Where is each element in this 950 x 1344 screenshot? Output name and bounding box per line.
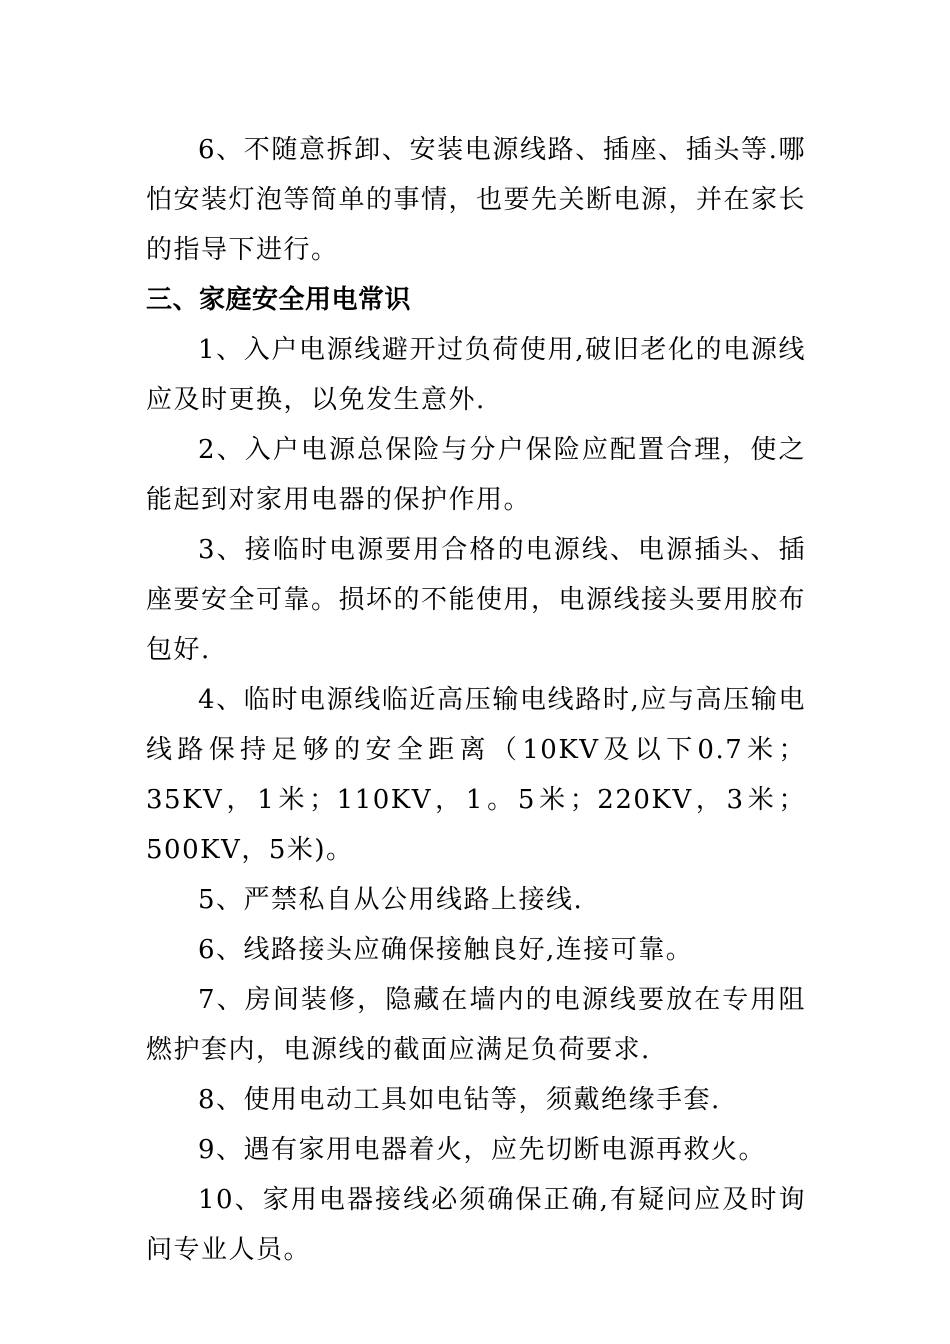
list-item: 8、使用电动工具如电钻等，须戴绝缘手套.: [198, 1085, 721, 1115]
list-item: 6、线路接头应确保接触良好,连接可靠。: [198, 935, 694, 965]
list-item: 2、入户电源总保险与分户保险应配置合理，使之能起到对家用电器的保护作用。: [146, 435, 806, 515]
list-item: 9、遇有家用电器着火，应先切断电源再救火。: [198, 1135, 767, 1165]
list-item: 3、接临时电源要用合格的电源线、电源插头、插座要安全可靠。损坏的不能使用，电源线接头要用胶布包好.: [146, 535, 807, 665]
document-body: [146, 125, 806, 1275]
section-heading: 三、家庭安全用电常识: [146, 285, 412, 315]
paragraph-item-6-prior: 6、不随意拆卸、安装电源线路、插座、插头等.哪怕安装灯泡等简单的事情，也要先关断电源，并在家长的指导下进行。: [146, 135, 807, 265]
list-item: 5、严禁私自从公用线路上接线.: [198, 885, 584, 915]
list-item: 4、临时电源线临近高压输电线路时,应与高压输电线路保持足够的安全距离（10KV及以下0.7米；35KV，1米；110KV，1。5米；220KV，3米；500KV，5米)。: [146, 685, 806, 865]
list-item: 1、入户电源线避开过负荷使用,破旧老化的电源线应及时更换，以免发生意外.: [146, 335, 806, 415]
list-item: 7、房间装修，隐藏在墙内的电源线要放在专用阻燃护套内，电源线的截面应满足负荷要求.: [146, 985, 806, 1065]
list-item: 10、家用电器接线必须确保正确,有疑问应及时询问专业人员。: [146, 1185, 806, 1265]
